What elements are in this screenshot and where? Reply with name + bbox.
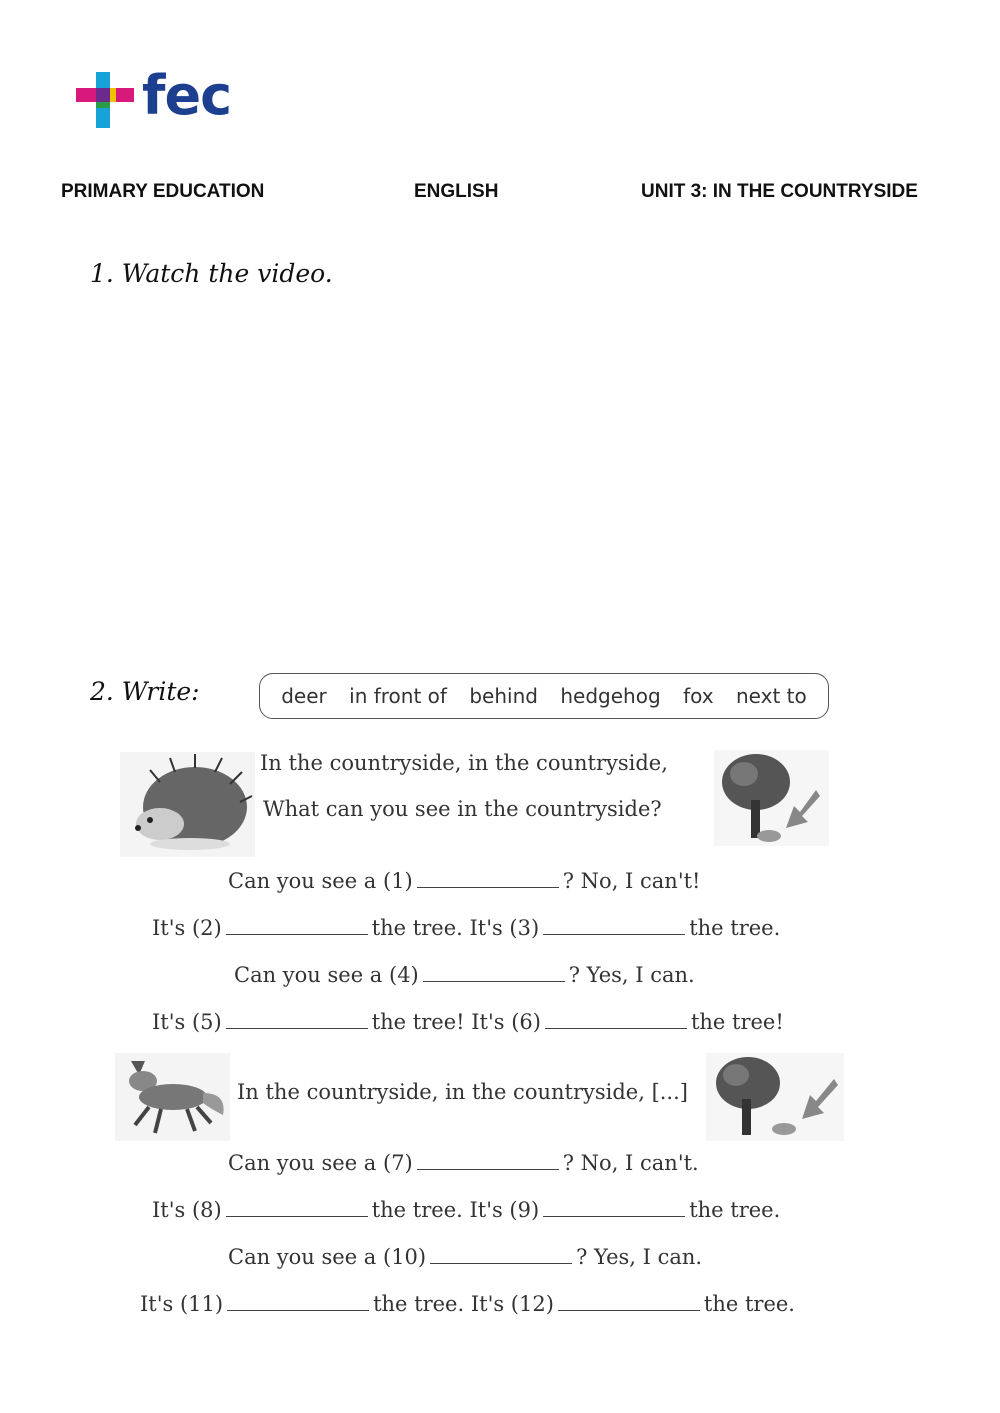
word-bank-item: in front of xyxy=(349,684,447,708)
header-unit: UNIT 3: IN THE COUNTRYSIDE xyxy=(641,181,918,202)
answer-blank-9[interactable] xyxy=(543,1198,685,1217)
song-text: the tree. xyxy=(689,1198,781,1222)
song-line: In the countryside, in the countryside, xyxy=(260,751,668,775)
song-line xyxy=(152,1198,780,1222)
answer-blank-11[interactable] xyxy=(227,1292,369,1311)
tree-icon xyxy=(714,750,829,846)
song-text: It's (11) xyxy=(140,1292,224,1316)
song-line xyxy=(140,1292,795,1316)
answer-blank-5[interactable] xyxy=(226,1010,368,1029)
answer-blank-2[interactable] xyxy=(226,916,368,935)
song-line: What can you see in the countryside? xyxy=(263,797,662,821)
word-bank-item: next to xyxy=(735,684,807,708)
answer-blank-7[interactable] xyxy=(417,1151,559,1170)
song-text: ? No, I can't. xyxy=(562,1151,699,1175)
answer-blank-3[interactable] xyxy=(543,916,685,935)
song-text: It's (5) xyxy=(152,1010,222,1034)
tree-icon xyxy=(706,1053,844,1141)
fec-logo xyxy=(76,64,246,130)
header-level: PRIMARY EDUCATION xyxy=(61,181,265,202)
song-line xyxy=(152,1010,784,1034)
song-text: ? Yes, I can. xyxy=(568,963,695,987)
answer-blank-12[interactable] xyxy=(558,1292,700,1311)
answer-blank-4[interactable] xyxy=(423,963,565,982)
song-line xyxy=(228,1151,699,1175)
song-text: It's (8) xyxy=(152,1198,222,1222)
logo-text: fec xyxy=(142,64,232,127)
song-text: the tree. It's (9) xyxy=(371,1198,540,1222)
word-bank-item: hedgehog xyxy=(560,684,661,708)
song-text: ? Yes, I can. xyxy=(576,1245,703,1269)
fox-icon xyxy=(115,1053,230,1141)
word-bank xyxy=(259,673,829,719)
song-text: It's (2) xyxy=(152,916,222,940)
word-bank-item: fox xyxy=(683,684,714,708)
answer-blank-6[interactable] xyxy=(545,1010,687,1029)
song-text: the tree. It's (3) xyxy=(371,916,540,940)
header-subject: ENGLISH xyxy=(414,181,499,202)
word-bank-item: behind xyxy=(469,684,538,708)
answer-blank-1[interactable] xyxy=(417,869,559,888)
song-text: Can you see a (4) xyxy=(234,963,419,987)
song-text: the tree. It's (12) xyxy=(373,1292,554,1316)
song-text: Can you see a (7) xyxy=(228,1151,413,1175)
word-bank-item: deer xyxy=(281,684,327,708)
song-text: the tree! xyxy=(690,1010,784,1034)
answer-blank-10[interactable] xyxy=(430,1245,572,1264)
task1-label: 1. Watch the video. xyxy=(90,259,333,288)
song-text: Can you see a (10) xyxy=(228,1245,427,1269)
song-text: the tree! It's (6) xyxy=(371,1010,541,1034)
song-line xyxy=(228,869,700,893)
song-text: the tree. xyxy=(689,916,781,940)
song-text: the tree. xyxy=(703,1292,795,1316)
song-line: In the countryside, in the countryside, [...] xyxy=(237,1080,688,1104)
task2-label: 2. Write: xyxy=(90,677,200,706)
fec-cross-icon xyxy=(76,70,136,130)
hedgehog-icon xyxy=(120,752,255,857)
song-text: Can you see a (1) xyxy=(228,869,413,893)
song-line xyxy=(234,963,695,987)
song-line xyxy=(228,1245,702,1269)
answer-blank-8[interactable] xyxy=(226,1198,368,1217)
song-line xyxy=(152,916,780,940)
song-text: ? No, I can't! xyxy=(562,869,701,893)
